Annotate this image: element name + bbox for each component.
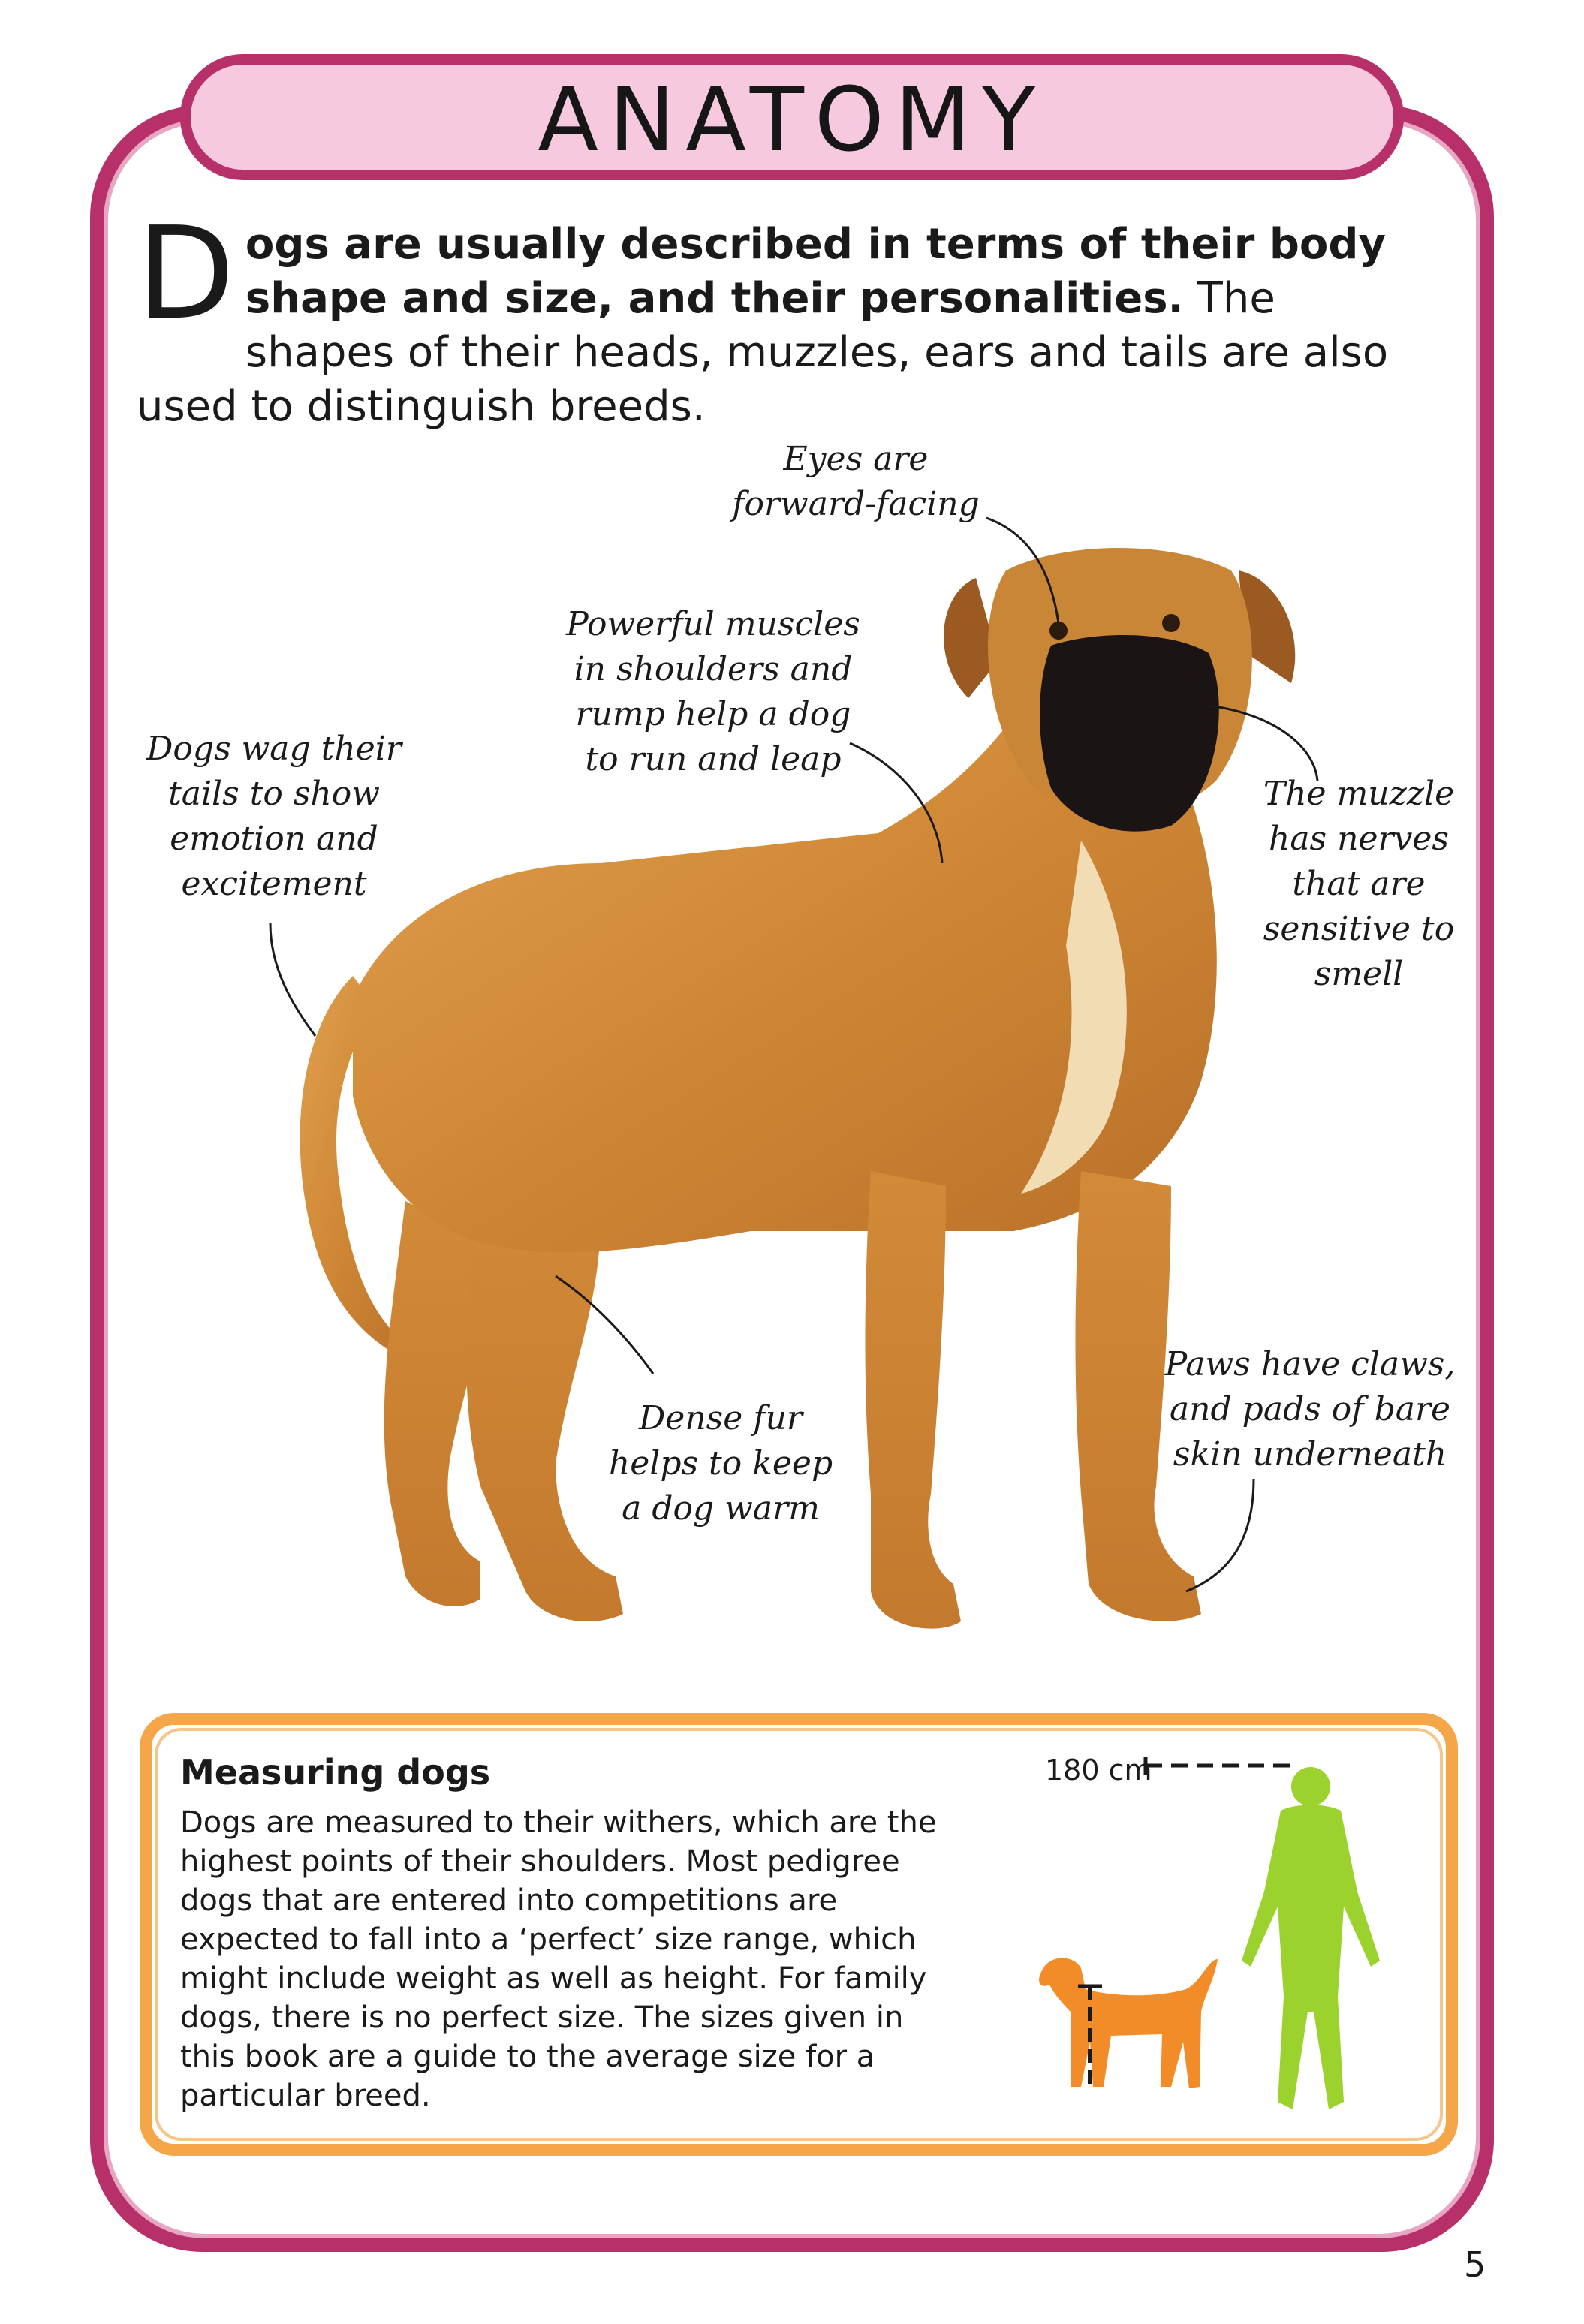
annotation-muzzle-line: smell (1314, 955, 1404, 993)
annotation-fur-line: Dense fur (639, 1399, 803, 1437)
annotation-paws-line: and pads of bare (1169, 1390, 1451, 1428)
annotation-muzzle-line: sensitive to (1263, 910, 1455, 948)
annotation-fur-line: helps to keep (608, 1444, 833, 1483)
drop-cap: D (137, 200, 235, 348)
annotation-tail-line: emotion and (170, 820, 378, 858)
annotation-muzzle-line: has nerves (1268, 820, 1450, 858)
intro-bold-text: ogs are usually described in terms of their body shape and size, and their personalities. (245, 220, 1386, 323)
annotation-muscles-line: rump help a dog (575, 695, 851, 733)
annotation-eyes-line: Eyes are (783, 440, 929, 478)
annotation-tail-line: excitement (181, 865, 367, 903)
annotation-muscles-line: in shoulders and (574, 650, 853, 688)
intro-text: The shapes of their heads, muzzles, ears and tails are also used to distinguish breeds. (137, 274, 1389, 431)
annotation-tail-line: Dogs wag their (146, 730, 402, 768)
annotation-muzzle-line: that are (1292, 865, 1426, 903)
annotation-paws-line: Paws have claws, (1164, 1345, 1456, 1383)
dog-silhouette-icon (1039, 1958, 1218, 2089)
measuring-dogs-heading: Measuring dogs (180, 1752, 491, 1793)
annotation-muzzle-line: The muzzle (1263, 775, 1455, 813)
annotation-muscles-line: to run and leap (585, 740, 842, 778)
annotation-paws-line: skin underneath (1173, 1435, 1447, 1474)
annotation-tail-line: tails to show (168, 775, 380, 813)
height-label: 180 cm (1045, 1754, 1152, 1787)
page-number: 5 (1464, 2244, 1486, 2285)
annotation-muscles-line: Powerful muscles (566, 605, 860, 643)
annotation-eyes-line: forward-facing (732, 485, 980, 523)
human-silhouette-icon (1242, 1767, 1380, 2109)
annotation-fur-line: a dog warm (622, 1489, 820, 1528)
page-title: ANATOMY (538, 68, 1046, 171)
measuring-dogs-text: Dogs are measured to their withers, which are the highest points of their shoulders. Most pedigree dogs that are entered into competitions are expected to fall into a ‘perfect’ size range, which might include weight as well as height. For family dogs, there is no perfect size. The sizes given in this book are a guide to the average size for a particular breed. (180, 1805, 937, 2113)
